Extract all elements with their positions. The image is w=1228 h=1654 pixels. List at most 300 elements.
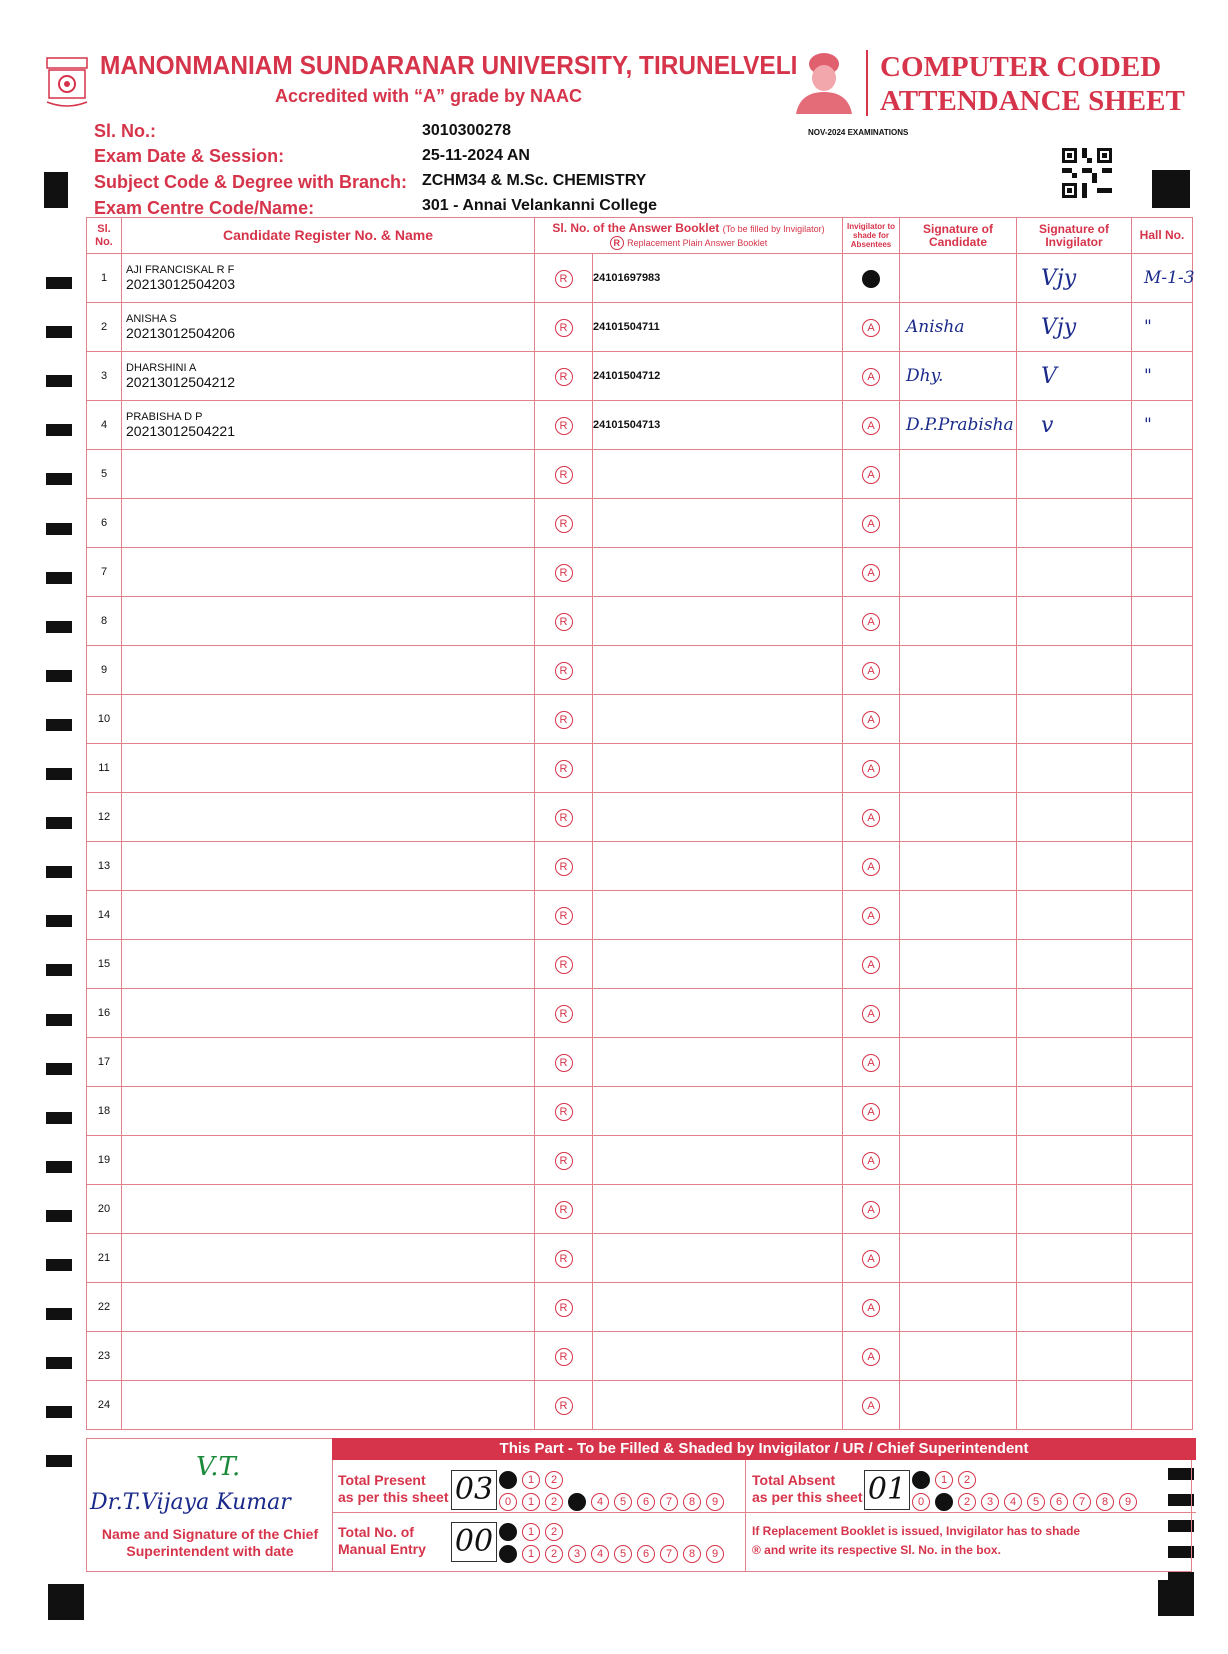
table-body — [87, 254, 1193, 1430]
absent-bubble-cell[interactable] — [843, 793, 900, 842]
hall-no[interactable] — [1132, 1038, 1193, 1087]
digit-bubble[interactable]: 7 — [660, 1545, 678, 1563]
row-sl: 16 — [87, 989, 122, 1038]
invigilator-signature[interactable] — [1017, 1234, 1132, 1283]
candidate-signature[interactable] — [900, 1087, 1017, 1136]
absent-bubble[interactable]: A — [862, 662, 880, 680]
digit-bubble[interactable]: 9 — [706, 1545, 724, 1563]
hall-no[interactable] — [1132, 744, 1193, 793]
absent-bubble[interactable]: A — [862, 1250, 880, 1268]
booklet-no[interactable] — [593, 548, 843, 597]
digit-bubble[interactable]: 4 — [591, 1545, 609, 1563]
invigilator-signature[interactable] — [1017, 1087, 1132, 1136]
sheet-title-line2: ATTENDANCE SHEET — [880, 85, 1185, 117]
absent-bubble-cell[interactable] — [843, 1136, 900, 1185]
digit-bubble[interactable]: 2 — [958, 1493, 976, 1511]
absent-bubble[interactable]: A — [862, 809, 880, 827]
table-row — [87, 744, 1193, 793]
hall-no[interactable] — [1132, 1234, 1193, 1283]
absent-bubble-cell[interactable] — [843, 1283, 900, 1332]
hall-no[interactable] — [1132, 1332, 1193, 1381]
digit-bubble[interactable]: 5 — [614, 1545, 632, 1563]
candidate-cell — [122, 499, 535, 548]
digit-bubble[interactable]: 2 — [545, 1523, 563, 1541]
replacement-bubble[interactable]: R — [555, 711, 573, 729]
digit-bubble[interactable]: 0 — [499, 1493, 517, 1511]
total-absent-value[interactable]: 01 — [864, 1470, 910, 1510]
replacement-bubble[interactable]: R — [555, 1054, 573, 1072]
row-sl: 6 — [87, 499, 122, 548]
candidate-signature[interactable] — [900, 891, 1017, 940]
present-units-bubbles[interactable] — [499, 1492, 729, 1511]
col-candidate: Candidate Register No. & Name — [122, 218, 535, 254]
candidate-signature[interactable] — [900, 1283, 1017, 1332]
replacement-bubble-cell[interactable] — [535, 842, 593, 891]
replacement-bubble-cell[interactable] — [535, 940, 593, 989]
registration-block-top-right — [1152, 170, 1190, 208]
absent-bubble-cell[interactable] — [843, 695, 900, 744]
invigilator-signature[interactable] — [1017, 548, 1132, 597]
absent-bubble-cell[interactable] — [843, 1332, 900, 1381]
invigilator-signature[interactable]: V — [1017, 352, 1132, 401]
replacement-bubble-cell[interactable] — [535, 695, 593, 744]
candidate-cell — [122, 548, 535, 597]
digit-bubble[interactable]: 4 — [1004, 1493, 1022, 1511]
candidate-cell — [122, 744, 535, 793]
hall-no[interactable] — [1132, 450, 1193, 499]
timing-marker — [46, 326, 72, 338]
digit-bubble[interactable]: 2 — [545, 1471, 563, 1489]
absent-tens-bubbles[interactable] — [912, 1470, 981, 1489]
table-row — [87, 1381, 1193, 1430]
hall-no[interactable] — [1132, 1136, 1193, 1185]
absent-bubble-cell[interactable] — [843, 499, 900, 548]
invigilator-signature[interactable] — [1017, 597, 1132, 646]
invigilator-signature[interactable]: v — [1017, 401, 1132, 450]
absent-units-bubbles[interactable] — [912, 1492, 1142, 1511]
replacement-bubble-cell[interactable] — [535, 989, 593, 1038]
replacement-bubble[interactable]: R — [555, 1152, 573, 1170]
digit-bubble[interactable]: 8 — [683, 1545, 701, 1563]
digit-bubble[interactable]: 0 — [912, 1471, 930, 1489]
replacement-bubble-cell[interactable] — [535, 1283, 593, 1332]
absent-bubble[interactable]: A — [862, 466, 880, 484]
replacement-bubble[interactable]: R — [555, 1299, 573, 1317]
candidate-name: PRABISHA D P — [126, 411, 203, 423]
candidate-signature[interactable] — [900, 989, 1017, 1038]
university-name: MANONMANIAM SUNDARANAR UNIVERSITY, TIRUNELVELI — [100, 50, 798, 80]
replacement-bubble-cell[interactable] — [535, 597, 593, 646]
replacement-bubble[interactable]: R — [555, 613, 573, 631]
absent-bubble[interactable]: A — [862, 907, 880, 925]
replacement-bubble[interactable]: R — [555, 1250, 573, 1268]
absent-bubble[interactable]: A — [862, 515, 880, 533]
replacement-bubble[interactable]: R — [555, 417, 573, 435]
replacement-bubble-cell[interactable] — [535, 450, 593, 499]
replacement-bubble[interactable]: R — [555, 564, 573, 582]
present-tens-bubbles[interactable] — [499, 1470, 568, 1489]
absent-bubble[interactable]: A — [862, 1299, 880, 1317]
table-row — [87, 989, 1193, 1038]
booklet-no[interactable]: 24101504712 — [593, 352, 843, 401]
absent-bubble[interactable]: A — [862, 417, 880, 435]
table-row — [87, 695, 1193, 744]
candidate-signature[interactable] — [900, 744, 1017, 793]
replacement-bubble-cell[interactable] — [535, 891, 593, 940]
timing-marker — [46, 964, 72, 976]
invigilator-signature[interactable] — [1017, 891, 1132, 940]
replacement-bubble-cell[interactable] — [535, 1185, 593, 1234]
candidate-signature[interactable] — [900, 597, 1017, 646]
booklet-no[interactable] — [593, 744, 843, 793]
invigilator-signature[interactable] — [1017, 1332, 1132, 1381]
booklet-no[interactable] — [593, 1136, 843, 1185]
row-sl: 1 — [87, 254, 122, 303]
replacement-bubble-cell[interactable] — [535, 744, 593, 793]
absent-bubble-cell[interactable] — [843, 597, 900, 646]
replacement-bubble[interactable]: R — [555, 1103, 573, 1121]
replacement-bubble[interactable]: R — [555, 515, 573, 533]
absent-bubble-cell[interactable] — [843, 254, 900, 303]
candidate-signature[interactable] — [900, 842, 1017, 891]
booklet-no[interactable]: 24101504711 — [593, 303, 843, 352]
candidate-signature[interactable] — [900, 450, 1017, 499]
absent-bubble[interactable]: A — [862, 1348, 880, 1366]
digit-bubble[interactable]: 2 — [545, 1545, 563, 1563]
bottom-divider-1 — [332, 1460, 333, 1572]
university-logo — [45, 56, 89, 108]
col-sig-candidate: Signature of Candidate — [900, 218, 1017, 254]
row-sl: 9 — [87, 646, 122, 695]
digit-bubble[interactable]: 7 — [660, 1493, 678, 1511]
booklet-no[interactable] — [593, 793, 843, 842]
candidate-signature[interactable] — [900, 1234, 1017, 1283]
hall-no[interactable] — [1132, 940, 1193, 989]
hall-no[interactable] — [1132, 1087, 1193, 1136]
digit-bubble[interactable]: 4 — [591, 1493, 609, 1511]
booklet-no[interactable] — [593, 695, 843, 744]
replacement-bubble[interactable]: R — [555, 1397, 573, 1415]
absent-bubble[interactable]: A — [862, 711, 880, 729]
booklet-no[interactable] — [593, 450, 843, 499]
row-sl: 19 — [87, 1136, 122, 1185]
absent-bubble[interactable]: A — [862, 270, 880, 288]
booklet-no[interactable] — [593, 1185, 843, 1234]
booklet-no[interactable] — [593, 1332, 843, 1381]
replacement-bubble[interactable]: R — [555, 956, 573, 974]
absent-bubble[interactable]: A — [862, 564, 880, 582]
candidate-signature[interactable] — [900, 793, 1017, 842]
table-row — [87, 499, 1193, 548]
timing-marker — [46, 1112, 72, 1124]
hall-no[interactable] — [1132, 695, 1193, 744]
invigilator-signature[interactable] — [1017, 499, 1132, 548]
invigilator-signature[interactable] — [1017, 1038, 1132, 1087]
absent-bubble-cell[interactable] — [843, 1185, 900, 1234]
digit-bubble[interactable]: 2 — [545, 1493, 563, 1511]
hall-no[interactable] — [1132, 891, 1193, 940]
manual-units-bubbles[interactable] — [499, 1544, 729, 1563]
digit-bubble[interactable]: 1 — [522, 1493, 540, 1511]
booklet-no[interactable] — [593, 940, 843, 989]
table-row — [87, 450, 1193, 499]
replacement-bubble[interactable]: R — [555, 809, 573, 827]
candidate-cell — [122, 1234, 535, 1283]
absent-bubble[interactable]: A — [862, 1201, 880, 1219]
absent-bubble[interactable]: A — [862, 1054, 880, 1072]
digit-bubble[interactable]: 2 — [958, 1471, 976, 1489]
absent-bubble[interactable]: A — [862, 858, 880, 876]
table-row — [87, 1234, 1193, 1283]
absent-bubble-cell[interactable] — [843, 401, 900, 450]
manual-entry-label — [338, 1524, 426, 1558]
digit-bubble[interactable]: 6 — [637, 1493, 655, 1511]
invigilator-signature[interactable] — [1017, 450, 1132, 499]
candidate-cell — [122, 597, 535, 646]
exam-date-value: 25-11-2024 AN — [422, 147, 530, 164]
sl-no-value: 3010300278 — [422, 122, 511, 139]
absent-bubble[interactable]: A — [862, 368, 880, 386]
hall-no[interactable]: " — [1132, 401, 1193, 450]
invigilator-signature[interactable] — [1017, 744, 1132, 793]
sheet-title-line1: COMPUTER CODED — [880, 51, 1162, 83]
hall-no[interactable] — [1132, 1283, 1193, 1332]
replacement-bubble-cell[interactable] — [535, 499, 593, 548]
booklet-no[interactable] — [593, 842, 843, 891]
digit-bubble[interactable]: 0 — [499, 1523, 517, 1541]
total-present-label-1: Total Present — [338, 1472, 426, 1488]
absent-bubble-cell[interactable] — [843, 744, 900, 793]
absent-bubble-cell[interactable] — [843, 646, 900, 695]
absent-bubble-cell[interactable] — [843, 352, 900, 401]
candidate-cell — [122, 646, 535, 695]
replacement-bubble-cell[interactable] — [535, 1038, 593, 1087]
absent-bubble[interactable]: A — [862, 319, 880, 337]
booklet-no[interactable] — [593, 499, 843, 548]
replacement-bubble-cell[interactable] — [535, 352, 593, 401]
replacement-bubble[interactable]: R — [555, 368, 573, 386]
replacement-bubble[interactable]: R — [555, 1005, 573, 1023]
absent-bubble-cell[interactable] — [843, 450, 900, 499]
timing-marker — [46, 1308, 72, 1320]
table-row — [87, 401, 1193, 450]
qr-code — [1062, 148, 1112, 198]
replacement-bubble[interactable]: R — [555, 270, 573, 288]
table-row — [87, 940, 1193, 989]
replacement-bubble-cell[interactable] — [535, 1381, 593, 1430]
replacement-bubble-cell[interactable] — [535, 1087, 593, 1136]
hall-no[interactable] — [1132, 597, 1193, 646]
absent-bubble-cell[interactable] — [843, 989, 900, 1038]
digit-bubble[interactable]: 0 — [499, 1545, 517, 1563]
digit-bubble[interactable]: 9 — [1119, 1493, 1137, 1511]
absent-bubble-cell[interactable] — [843, 1234, 900, 1283]
timing-marker — [46, 621, 72, 633]
digit-bubble[interactable]: 5 — [1027, 1493, 1045, 1511]
manual-entry-value[interactable]: 00 — [451, 1522, 497, 1562]
booklet-no[interactable] — [593, 597, 843, 646]
digit-bubble[interactable]: 1 — [522, 1523, 540, 1541]
digit-bubble[interactable]: 0 — [499, 1471, 517, 1489]
absent-bubble-cell[interactable] — [843, 842, 900, 891]
candidate-signature[interactable] — [900, 1185, 1017, 1234]
replacement-bubble[interactable]: R — [555, 1348, 573, 1366]
replacement-bubble[interactable]: R — [555, 1201, 573, 1219]
absent-bubble[interactable]: A — [862, 613, 880, 631]
invigilator-signature[interactable] — [1017, 793, 1132, 842]
hall-no[interactable] — [1132, 646, 1193, 695]
candidate-signature[interactable]: Anisha — [900, 303, 1017, 352]
replacement-bubble-cell[interactable] — [535, 1136, 593, 1185]
absent-bubble[interactable]: A — [862, 1397, 880, 1415]
replacement-bubble-cell[interactable] — [535, 303, 593, 352]
replacement-bubble-cell[interactable] — [535, 1234, 593, 1283]
replacement-bubble[interactable]: R — [555, 760, 573, 778]
timing-marker — [46, 1014, 72, 1026]
invigilator-signature[interactable]: Vjy — [1017, 254, 1132, 303]
booklet-no[interactable] — [593, 646, 843, 695]
digit-bubble[interactable]: 3 — [568, 1545, 586, 1563]
replacement-bubble[interactable]: R — [555, 319, 573, 337]
absent-bubble[interactable]: A — [862, 760, 880, 778]
candidate-signature[interactable] — [900, 1136, 1017, 1185]
candidate-signature[interactable] — [900, 940, 1017, 989]
exam-centre-label: Exam Centre Code/Name: — [94, 198, 315, 218]
manual-entry-label-2: Manual Entry — [338, 1541, 426, 1557]
digit-bubble[interactable]: 1 — [935, 1471, 953, 1489]
table-row — [87, 548, 1193, 597]
replacement-bubble-cell[interactable] — [535, 793, 593, 842]
booklet-no[interactable] — [593, 1038, 843, 1087]
booklet-no[interactable] — [593, 1234, 843, 1283]
digit-bubble[interactable]: 0 — [912, 1493, 930, 1511]
subject-value: ZCHM34 & M.Sc. CHEMISTRY — [422, 172, 647, 189]
timing-marker — [46, 1210, 72, 1222]
booklet-no[interactable] — [593, 1381, 843, 1430]
digit-bubble[interactable]: 8 — [683, 1493, 701, 1511]
digit-bubble[interactable]: 6 — [637, 1545, 655, 1563]
invigilator-signature[interactable] — [1017, 940, 1132, 989]
digit-bubble[interactable]: 1 — [522, 1545, 540, 1563]
candidate-cell — [122, 1332, 535, 1381]
invigilator-signature[interactable] — [1017, 695, 1132, 744]
invigilator-signature[interactable] — [1017, 1136, 1132, 1185]
candidate-signature[interactable]: Dhy. — [900, 352, 1017, 401]
digit-bubble[interactable]: 3 — [981, 1493, 999, 1511]
row-sl: 15 — [87, 940, 122, 989]
hall-no[interactable] — [1132, 1381, 1193, 1430]
booklet-no[interactable] — [593, 1087, 843, 1136]
total-present-value[interactable]: 03 — [451, 1470, 497, 1510]
booklet-no[interactable] — [593, 989, 843, 1038]
invigilator-signature[interactable] — [1017, 989, 1132, 1038]
timing-marker — [46, 866, 72, 878]
portrait-image — [792, 48, 856, 114]
replacement-bubble-cell[interactable] — [535, 254, 593, 303]
candidate-cell — [122, 1185, 535, 1234]
replacement-bubble-cell[interactable] — [535, 548, 593, 597]
hall-no[interactable] — [1132, 1185, 1193, 1234]
replacement-bubble[interactable]: R — [555, 466, 573, 484]
candidate-cell — [122, 1283, 535, 1332]
invigilator-signature[interactable] — [1017, 1185, 1132, 1234]
digit-bubble[interactable]: 6 — [1050, 1493, 1068, 1511]
digit-bubble[interactable]: 9 — [706, 1493, 724, 1511]
absent-bubble-cell[interactable] — [843, 891, 900, 940]
replacement-bubble-cell[interactable] — [535, 1332, 593, 1381]
booklet-no[interactable]: 24101697983 — [593, 254, 843, 303]
absent-bubble-cell[interactable] — [843, 548, 900, 597]
digit-bubble[interactable]: 3 — [568, 1493, 586, 1511]
hall-no[interactable] — [1132, 548, 1193, 597]
candidate-reg-no: 20213012504206 — [126, 325, 236, 341]
invigilator-signature[interactable] — [1017, 1283, 1132, 1332]
hall-no[interactable] — [1132, 499, 1193, 548]
candidate-signature[interactable] — [900, 695, 1017, 744]
hall-no[interactable] — [1132, 842, 1193, 891]
hall-no[interactable]: M-1-3 — [1132, 254, 1193, 303]
booklet-no[interactable] — [593, 891, 843, 940]
invigilator-signature[interactable]: Vjy — [1017, 303, 1132, 352]
digit-bubble[interactable]: 1 — [935, 1493, 953, 1511]
candidate-signature[interactable] — [900, 499, 1017, 548]
booklet-no[interactable]: 24101504713 — [593, 401, 843, 450]
candidate-signature[interactable]: D.P.Prabisha — [900, 401, 1017, 450]
replacement-bubble[interactable]: R — [555, 907, 573, 925]
candidate-signature[interactable] — [900, 1381, 1017, 1430]
absent-bubble[interactable]: A — [862, 1152, 880, 1170]
absent-bubble-cell[interactable] — [843, 940, 900, 989]
hall-no[interactable] — [1132, 989, 1193, 1038]
row-sl: 7 — [87, 548, 122, 597]
candidate-signature[interactable] — [900, 548, 1017, 597]
sheet-title — [880, 50, 1185, 118]
absent-bubble[interactable]: A — [862, 1103, 880, 1121]
replacement-bubble-cell[interactable] — [535, 646, 593, 695]
row-sl: 2 — [87, 303, 122, 352]
invigilator-signature[interactable] — [1017, 646, 1132, 695]
table-row — [87, 1332, 1193, 1381]
invigilator-signature[interactable] — [1017, 842, 1132, 891]
replacement-bubble[interactable]: R — [555, 858, 573, 876]
hall-no[interactable]: " — [1132, 352, 1193, 401]
digit-bubble[interactable]: 5 — [614, 1493, 632, 1511]
hall-no[interactable] — [1132, 793, 1193, 842]
absent-bubble-cell[interactable] — [843, 303, 900, 352]
candidate-cell — [122, 1038, 535, 1087]
absent-bubble[interactable]: A — [862, 1005, 880, 1023]
candidate-signature[interactable] — [900, 254, 1017, 303]
invigilator-signature[interactable] — [1017, 1381, 1132, 1430]
candidate-signature[interactable] — [900, 646, 1017, 695]
replacement-bubble[interactable]: R — [555, 662, 573, 680]
candidate-signature[interactable] — [900, 1038, 1017, 1087]
digit-bubble[interactable]: 1 — [522, 1471, 540, 1489]
manual-tens-bubbles[interactable] — [499, 1522, 568, 1541]
absent-bubble-cell[interactable] — [843, 1087, 900, 1136]
absent-bubble-cell[interactable] — [843, 1038, 900, 1087]
absent-bubble[interactable]: A — [862, 956, 880, 974]
timing-marker — [46, 1455, 72, 1467]
hall-no[interactable]: " — [1132, 303, 1193, 352]
absent-bubble-cell[interactable] — [843, 1381, 900, 1430]
accreditation: Accredited with “A” grade by NAAC — [275, 86, 583, 106]
candidate-signature[interactable] — [900, 1332, 1017, 1381]
replacement-bubble-cell[interactable] — [535, 401, 593, 450]
digit-bubble[interactable]: 7 — [1073, 1493, 1091, 1511]
booklet-no[interactable] — [593, 1283, 843, 1332]
digit-bubble[interactable]: 8 — [1096, 1493, 1114, 1511]
